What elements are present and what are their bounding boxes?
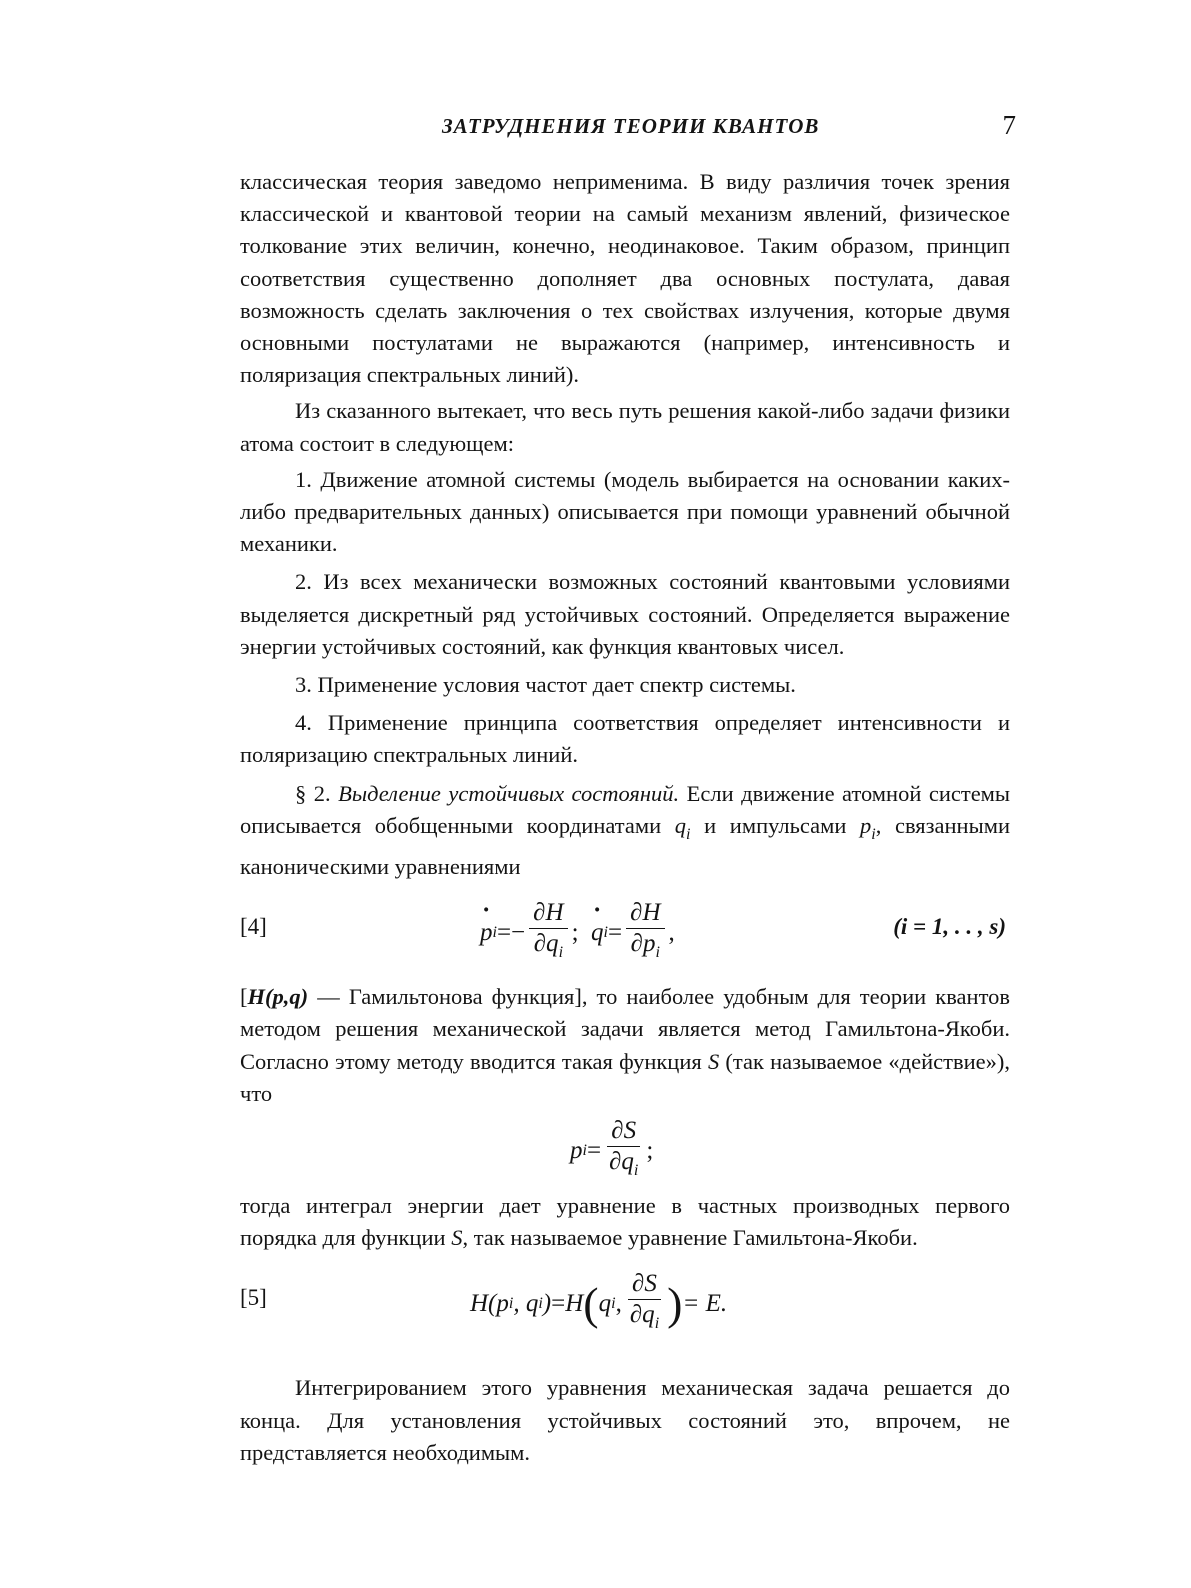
sub-i: i xyxy=(611,1295,616,1313)
symbol-p-sub: i xyxy=(871,825,876,843)
list-item-4: 4. Применение принципа соответствия определяет интенсивности и поляризацию спектральных линий. xyxy=(240,710,1010,768)
q-dot: · q xyxy=(591,917,604,949)
paragraph-2: Из сказанного вытекает, что весь путь решения какой-либо задачи физики атома состоит в следующем: xyxy=(240,398,1010,456)
lhs-close: ) xyxy=(542,1290,552,1318)
symbol-p: p xyxy=(860,812,872,838)
numerator: ∂S xyxy=(628,1269,661,1300)
section-text-b: и импульсами xyxy=(704,812,847,838)
section-number: § 2. xyxy=(295,780,331,806)
equation-5-label: [5] xyxy=(240,1285,267,1311)
numerator: ∂S xyxy=(607,1116,640,1147)
sub-i: i xyxy=(582,1141,587,1159)
p-dot: · p xyxy=(480,917,493,949)
fraction-dH-dp xyxy=(626,898,664,968)
bracket-open: [ xyxy=(240,984,248,1010)
fraction-dS-dq xyxy=(605,1116,642,1186)
paragraph-after-eq4-end: (так называемое «действие»), что xyxy=(240,1048,1010,1106)
body-text xyxy=(240,166,1010,1473)
running-title: ЗАТРУДНЕНИЯ ТЕОРИИ КВАНТОВ xyxy=(442,114,820,138)
equals: = xyxy=(551,1290,566,1318)
paragraph-final: Интегрированием этого уравнения механическая задача решается до конца. Для установления устойчивых состояний это, впрочем, не представляется необходимым. xyxy=(240,1375,1010,1465)
semicolon: ; xyxy=(646,1136,654,1164)
list-item-1: 1. Движение атомной системы (модель выбирается на основании каких-либо предварительных данных) описывается при помощи уравнений обычной механики. xyxy=(240,466,1010,557)
hamiltonian-symbol: H(p,q) xyxy=(247,984,309,1010)
denominator: $\partial p_i$ xyxy=(630,930,660,962)
paren-open: ( xyxy=(583,1278,599,1330)
denominator: $\partial q_i$ xyxy=(629,1301,660,1333)
hj-text-a: тогда интеграл энергии дает уравнение в частных производных первого порядка для функции xyxy=(240,1193,1010,1251)
symbol-S: S xyxy=(707,1048,720,1074)
equation-4-range: (i = 1, . . , s) xyxy=(893,914,1006,940)
equation-momentum xyxy=(240,1114,1010,1188)
sub-i: i xyxy=(508,1295,514,1313)
symbol-q: q xyxy=(674,812,687,838)
equals: = xyxy=(607,919,623,947)
lhs-q: , q xyxy=(513,1290,539,1318)
sub-i: i xyxy=(538,1295,543,1313)
page-number: 7 xyxy=(1002,110,1016,140)
paragraph-after-eq4-text: — Гамильтонова функция], то наиболее удобным для теории квантов методом решения механической задачи является метод Гамильтона-Якоби. Согласно этому методу вводится такая функция xyxy=(240,984,1010,1074)
comma: , xyxy=(668,919,675,947)
page-header xyxy=(240,110,1020,146)
rhs-H: H xyxy=(565,1290,584,1318)
paragraph-hamilton-jacobi xyxy=(240,1190,1010,1254)
sub-i: i xyxy=(603,924,608,942)
section-text-c: , связанными каноническими уравнениями xyxy=(240,812,1010,880)
equals-minus: =− xyxy=(496,919,526,947)
denominator: $\partial q_i$ xyxy=(609,1148,639,1180)
equation-5-body xyxy=(470,1258,727,1350)
sub-i: i xyxy=(492,924,497,942)
hj-text-b: , так называемое уравнение Гамильтона-Якоби. xyxy=(462,1225,918,1251)
lhs-H: H(p xyxy=(470,1290,509,1318)
denominator: $\partial q_i$ xyxy=(533,930,564,962)
list-item-3: 3. Применение условия частот дает спектр системы. xyxy=(295,672,796,698)
rhs-q: q xyxy=(598,1290,612,1318)
equation-4-label: [4] xyxy=(240,914,267,940)
rhs-energy: = E. xyxy=(682,1290,728,1318)
equation-4 xyxy=(240,887,1010,979)
section-title: Выделение устойчивых состояний. xyxy=(338,780,680,806)
list-item-2: 2. Из всех механически возможных состояний квантовыми условиями выделяется дискретный ряд устойчивых состояний. Определяется выражение энергии устойчивых состояний, как функция квантовых чисел. xyxy=(240,569,1010,659)
numerator: ∂H xyxy=(626,898,664,929)
equation-4-body xyxy=(480,887,675,979)
section-2-paragraph xyxy=(240,778,1010,884)
semicolon: ; xyxy=(571,919,579,947)
paren-close: ) xyxy=(667,1278,683,1330)
equation-5 xyxy=(240,1258,1010,1350)
numerator: ∂H xyxy=(529,898,567,929)
symbol-S: S xyxy=(451,1225,463,1251)
equals: = xyxy=(586,1136,602,1164)
symbol-p: p xyxy=(570,1136,583,1164)
comma: , xyxy=(615,1290,622,1318)
fraction-dH-dq xyxy=(529,898,567,968)
paragraph-1: классическая теория заведомо неприменима. В виду различия точек зрения классической и квантовой теории на самый механизм явлений, физическое толкование этих величин, конечно, неодинаковое. Таким образом, принцип соответствия существенно дополняет два основных постулата, давая возможность сделать заключения о тех свойствах излучения, которые двумя основными постулатами не выражаются (например, интенсивность и поляризация спектральных линий). xyxy=(240,169,1010,388)
paragraph-after-eq4 xyxy=(240,981,1010,1110)
symbol-q-sub: i xyxy=(686,825,691,843)
equation-momentum-body xyxy=(570,1114,653,1188)
section-text-a: Если движение атомной системы описывается обобщенными координатами xyxy=(240,780,1011,838)
fraction-dS-dq xyxy=(626,1269,663,1339)
